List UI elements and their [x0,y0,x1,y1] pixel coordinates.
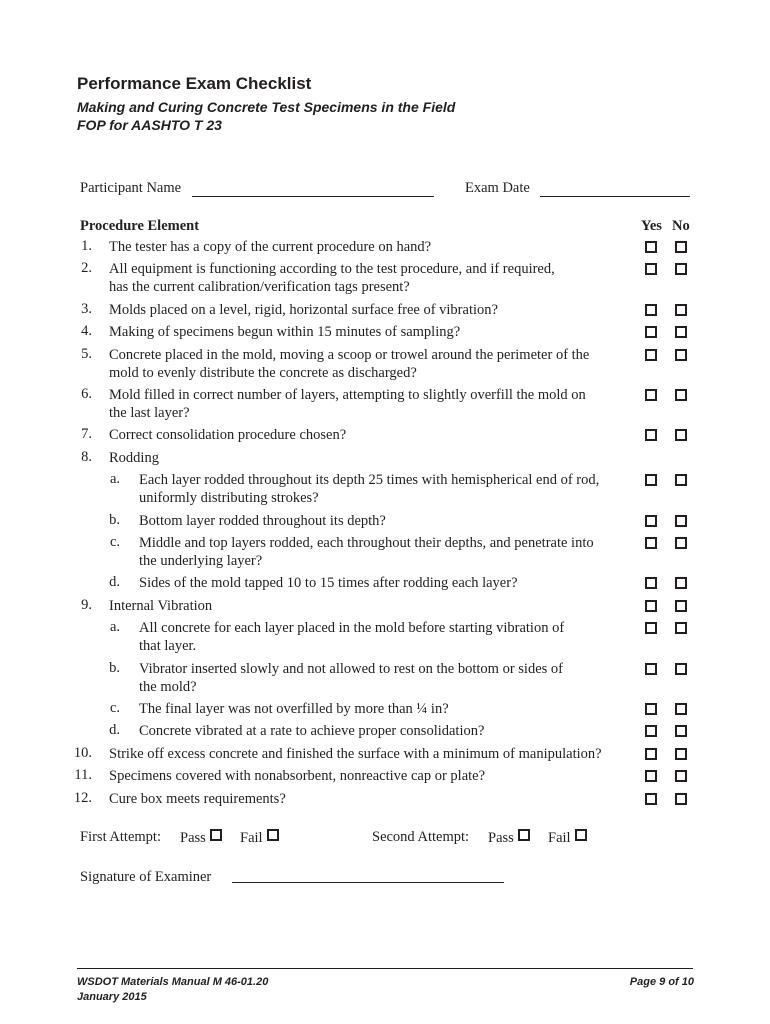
page-subtitle-fop: FOP for AASHTO T 23 [77,117,222,133]
checklist-item-line: Cure box meets requirements? [109,790,286,807]
checklist-item-text [139,512,386,530]
second-attempt-fail [548,829,587,847]
no-checkbox[interactable] [675,474,687,486]
checklist-item-line: the last layer? [109,405,190,421]
first-attempt-pass-label: Pass [180,830,206,846]
checklist-subitem-letter: b. [109,659,120,676]
checklist-item-text [139,574,518,592]
no-checkbox[interactable] [675,537,687,549]
checklist-item-text [139,619,564,655]
page-title: Performance Exam Checklist [77,74,312,93]
participant-name-label: Participant Name [80,180,182,196]
checklist-item-number: 2. [81,260,92,277]
no-checkbox[interactable] [675,703,687,715]
checklist-item-text [109,323,460,341]
checklist-item-line: uniformly distributing strokes? [139,490,319,507]
yes-checkbox[interactable] [645,725,657,737]
checklist-item-text [109,449,159,467]
yes-checkbox[interactable] [645,748,657,760]
checklist-item-line: Mold filled in correct number of layers, attempting to slightly overfill the mold on [109,387,586,403]
checklist-item-number: 8. [81,448,92,465]
second-attempt-pass [488,829,530,847]
no-checkbox[interactable] [675,326,687,338]
yes-checkbox[interactable] [645,304,657,316]
no-checkbox[interactable] [675,349,687,361]
checklist-subitem-letter: c. [109,534,120,550]
yes-column-heading: Yes [641,218,662,234]
no-checkbox[interactable] [675,577,687,589]
checklist-item-text [109,260,555,296]
signature-label: Signature of Examiner [80,869,212,885]
no-checkbox[interactable] [675,748,687,760]
yes-checkbox[interactable] [645,663,657,675]
checklist-item-line: has the current calibration/verification tags present? [109,279,410,296]
checklist-subitem-letter: d. [109,574,120,591]
no-checkbox[interactable] [675,304,687,316]
checklist-item-text [109,386,586,422]
checklist-item-line: the underlying layer? [139,553,263,569]
no-checkbox[interactable] [675,600,687,612]
second-attempt-fail-checkbox[interactable] [575,829,587,841]
checklist-item-line: The final layer was not overfilled by more than ¼ in? [139,701,449,717]
procedure-element-heading: Procedure Element [80,218,200,234]
checklist-item-text [109,238,431,256]
yes-checkbox[interactable] [645,793,657,805]
yes-checkbox[interactable] [645,474,657,486]
checklist-item-line: Specimens covered with nonabsorbent, nonreactive cap or plate? [109,768,486,785]
checklist-item-line: Sides of the mold tapped 10 to 15 times after rodding each layer? [139,575,518,592]
checklist-item-line: Concrete vibrated at a rate to achieve proper consolidation? [139,723,485,740]
checklist-item-number: 9. [81,596,92,613]
checklist-item-text [109,346,589,382]
checklist-item-text [139,722,484,740]
checklist-item-line: Concrete placed in the mold, moving a scoop or trowel around the perimeter of the [109,346,590,363]
first-attempt-fail-label: Fail [240,830,263,846]
checklist-item-text [109,767,485,785]
checklist-item-text [139,471,599,507]
yes-checkbox[interactable] [645,577,657,589]
no-checkbox[interactable] [675,622,687,634]
checklist-item-line: the mold? [139,678,197,695]
footer-rule [77,968,693,969]
yes-checkbox[interactable] [645,429,657,441]
first-attempt-pass-checkbox[interactable] [210,829,222,841]
footer-date: January 2015 [77,991,147,1003]
no-checkbox[interactable] [675,663,687,675]
checklist-item-number: 12. [73,789,92,806]
yes-checkbox[interactable] [645,515,657,527]
yes-checkbox[interactable] [645,770,657,782]
checklist-item-line: mold to evenly distribute the concrete as discharged? [109,364,417,381]
participant-name-field[interactable] [192,196,434,197]
yes-checkbox[interactable] [645,241,657,253]
checklist-item-number: 1. [81,238,92,254]
checklist-item-line: The tester has a copy of the current procedure on hand? [109,239,432,255]
first-attempt-pass [180,829,222,847]
checklist-item-line: Making of specimens begun within 15 minutes of sampling? [109,324,461,341]
footer-manual: WSDOT Materials Manual M 46-01.20 [77,976,269,988]
checklist-item-line: All equipment is functioning according to the test procedure, and if required, [109,261,555,278]
checklist-item-number: 6. [81,386,92,402]
yes-checkbox[interactable] [645,263,657,275]
checklist-item-text [139,660,563,696]
checklist-item-text [139,700,449,718]
no-checkbox[interactable] [675,770,687,782]
checklist-subitem-letter: b. [109,511,120,528]
checklist-item-number: 11. [74,767,92,784]
checklist-subitem-letter: a. [109,471,120,488]
first-attempt-fail-checkbox[interactable] [267,829,279,841]
checklist-subitem-letter: d. [109,722,120,739]
checklist-item-number: 4. [81,323,92,340]
yes-checkbox[interactable] [645,349,657,361]
checklist-item-text [109,745,602,763]
exam-date-label: Exam Date [465,180,530,196]
no-column-heading: No [672,218,690,234]
checklist-item-text [109,426,346,444]
checklist-item-line: Molds placed on a level, rigid, horizontal surface free of vibration? [109,301,498,318]
checklist-item-line: Vibrator inserted slowly and not allowed to rest on the bottom or sides of [139,660,563,677]
checklist-item-number: 10. [73,744,92,761]
signature-field[interactable] [232,882,504,883]
checklist-subitem-letter: c. [109,700,120,716]
checklist-item-line: All concrete for each layer placed in the mold before starting vibration of [139,620,565,637]
no-checkbox[interactable] [675,241,687,253]
checklist-item-line: Correct consolidation procedure chosen? [109,427,347,444]
checklist-item-number: 7. [81,426,92,443]
checklist-item-line: Rodding [109,449,159,466]
exam-date-field[interactable] [540,196,690,197]
checklist-subitem-letter: a. [109,619,120,636]
no-checkbox[interactable] [675,389,687,401]
checklist-item-number: 5. [81,345,92,362]
checklist-item-line: Middle and top layers rodded, each throughout their depths, and penetrate into [139,535,594,551]
checklist-item-line: that layer. [139,638,197,655]
checklist-item-number: 3. [81,300,92,317]
yes-checkbox[interactable] [645,389,657,401]
checklist-item-line: Each layer rodded throughout its depth 25 times with hemispherical end of rod, [139,472,600,489]
second-attempt-label: Second Attempt: [372,829,470,845]
yes-checkbox[interactable] [645,600,657,612]
yes-checkbox[interactable] [645,703,657,715]
no-checkbox[interactable] [675,793,687,805]
first-attempt-label: First Attempt: [80,829,161,845]
second-attempt-pass-checkbox[interactable] [518,829,530,841]
no-checkbox[interactable] [675,515,687,527]
yes-checkbox[interactable] [645,622,657,634]
checklist-item-line: Strike off excess concrete and finished the surface with a minimum of manipulation? [109,745,602,762]
yes-checkbox[interactable] [645,537,657,549]
no-checkbox[interactable] [675,725,687,737]
yes-checkbox[interactable] [645,326,657,338]
checklist-item-line: Internal Vibration [109,597,213,614]
checklist-item-text [139,534,594,570]
no-checkbox[interactable] [675,263,687,275]
checklist-item-text [109,597,212,615]
second-attempt-pass-label: Pass [488,830,514,846]
checklist-item-text [109,301,498,319]
page-subtitle: Making and Curing Concrete Test Specimens in the Field [77,99,456,115]
checklist-item-text [109,790,286,808]
no-checkbox[interactable] [675,429,687,441]
footer-page-number: Page 9 of 10 [629,976,694,988]
second-attempt-fail-label: Fail [548,830,571,846]
first-attempt-fail [240,829,279,847]
checklist-item-line: Bottom layer rodded throughout its depth? [139,512,386,529]
